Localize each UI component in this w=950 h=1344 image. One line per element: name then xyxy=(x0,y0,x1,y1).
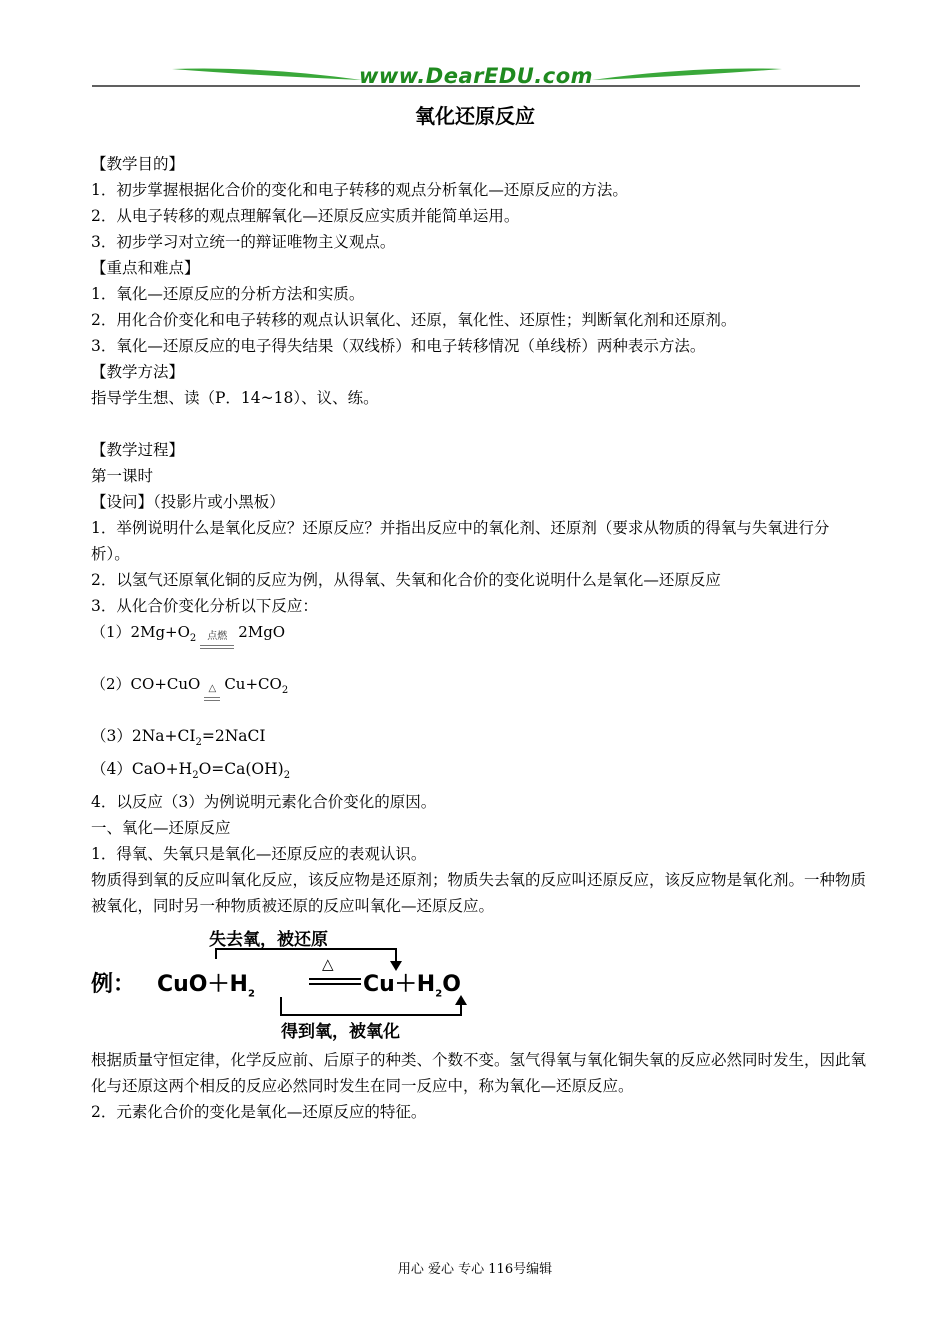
page-title: 氧化还原反应 xyxy=(415,104,535,128)
blank-line xyxy=(91,411,866,437)
site-logo-text[interactable]: www.DearEDU.com xyxy=(358,64,594,88)
top-bridge-line xyxy=(216,949,396,967)
question-paragraph: 1．举例说明什么是氧化反应？还原反应？并指出反应中的氧化剂、还原剂（要求从物质的得氧与失氧进行分析）。 xyxy=(91,519,830,563)
equation-1: $(1)2Mg+O_2$ 点燃 2MgO xyxy=(91,619,866,671)
reaction-condition: 点燃 xyxy=(200,619,234,649)
reactants: $CuO+H_2$ xyxy=(157,972,255,1000)
section-heading-process: 【教学过程】 xyxy=(91,441,185,459)
equation-4: $(4)CaO+H_2O=Ca(OH)_2$ xyxy=(91,760,291,782)
text-line: 1．初步掌握根据化合价的变化和电子转移的观点分析氧化—还原反应的方法。 xyxy=(91,181,628,199)
definition-paragraph: 物质得到氧的反应叫氧化反应，该反应物是还原剂；物质失去氧的反应叫还原反应，该反应物是氧化剂。一种物质被氧化，同时另一种物质被还原的反应叫氧化—还原反应。 xyxy=(91,871,867,916)
equation-3: $(3)2Na+CI_2=2NaCI$ xyxy=(91,727,266,749)
reaction-condition: △ xyxy=(204,671,220,701)
page-header xyxy=(92,56,860,96)
text-line: 3．氧化—还原反应的电子得失结果（双线桥）和电子转移情况（单线桥）两种表示方法。 xyxy=(91,337,706,355)
text-line: 2．元素化合价的变化是氧化—还原反应的特征。 xyxy=(91,1103,427,1122)
document-body xyxy=(91,151,866,1125)
heat-condition-icon: △ xyxy=(322,955,334,974)
bottom-bridge-label: 得到氧，被氧化 xyxy=(281,1022,400,1043)
text-line: 2．以氢气还原氧化铜的反应为例，从得氧、失氧和化合价的变化说明什么是氧化—还原反应 xyxy=(91,571,721,589)
mass-conservation-paragraph: 根据质量守恒定律，化学反应前、后原子的种类、个数不变。氢气得氧与氧化铜失氧的反应必然同时发生，因此氧化与还原这两个相反的反应必然同时发生在同一反应中，称为氧化—还原反应。 xyxy=(91,1051,867,1096)
section-heading-objectives: 【教学目的】 xyxy=(91,155,185,173)
section-heading-methods: 【教学方法】 xyxy=(91,363,185,381)
text-line: 4．以反应（3）为例说明元素化合价变化的原因。 xyxy=(91,793,437,812)
section-heading-key-points: 【重点和难点】 xyxy=(91,259,200,277)
equation-2: （2）CO+CuO △ $Cu+CO_2$ xyxy=(91,671,866,723)
text-line: 2．从电子转移的观点理解氧化—还原反应实质并能简单运用。 xyxy=(91,207,520,225)
redox-bridge-diagram xyxy=(91,923,531,1043)
text-line: 3．从化合价变化分析以下反应： xyxy=(91,597,318,615)
top-bridge-label: 失去氧，被还原 xyxy=(209,930,328,951)
example-prefix: 例： xyxy=(91,972,136,998)
text-line: 1．得氧、失氧只是氧化—还原反应的表观认识。 xyxy=(91,845,427,864)
section-heading-redox: 一、氧化—还原反应 xyxy=(91,819,231,838)
text-line: 【设问】（投影片或小黑板） xyxy=(91,493,285,511)
text-line: 2．用化合价变化和电子转移的观点认识氧化、还原，氧化性、还原性；判断氧化剂和还原剂。 xyxy=(91,311,737,329)
products: $Cu+H_2O$ xyxy=(363,972,461,1000)
bottom-bridge-line xyxy=(281,997,461,1015)
page-footer: 用心 爱心 专心 116号编辑 xyxy=(397,1262,553,1277)
text-line: 指导学生想、读（P．14~18）、议、练。 xyxy=(91,389,379,407)
text-line: 1．氧化—还原反应的分析方法和实质。 xyxy=(91,285,365,303)
text-line: 第一课时 xyxy=(91,467,154,485)
text-line: 3．初步学习对立统一的辩证唯物主义观点。 xyxy=(91,233,396,251)
